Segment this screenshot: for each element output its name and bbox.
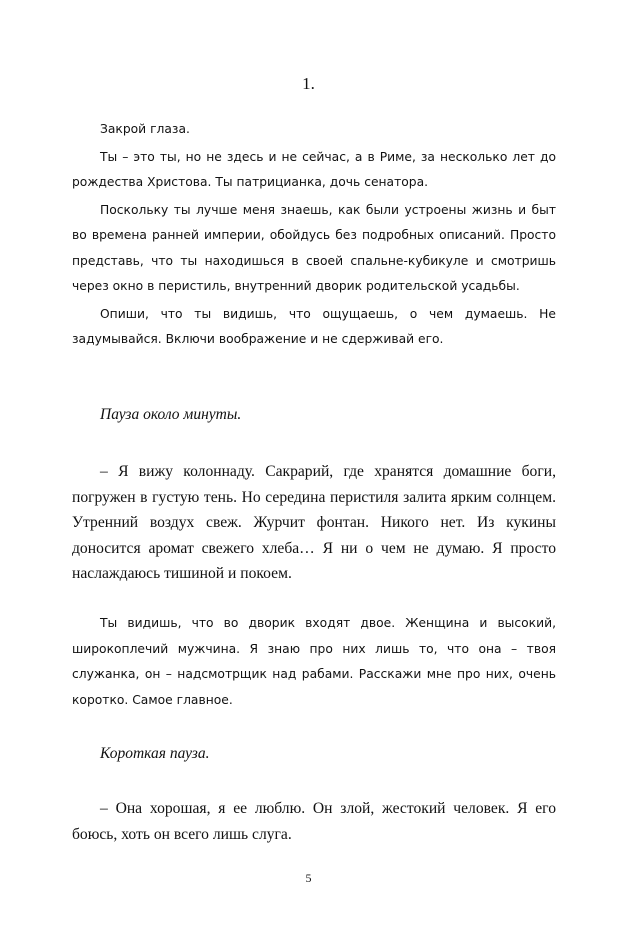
prompt-2-text	[72, 611, 556, 713]
intro-paragraph-3: Поскольку ты лучше меня знаешь, как были устроены жизнь и быт во времена ранней империи, обойдусь без подробных описаний. Просто представь, что ты находишься в своей спальне-кубикуле и смотришь через окно в перистиль, внутренний дворик родительской усадьбы.	[72, 202, 556, 293]
answer-2: – Она хорошая, я ее люблю. Он злой, жестокий человек. Я его боюсь, хоть он всего лишь слуга.	[72, 800, 556, 843]
intro-paragraph-1: Закрой глаза.	[100, 122, 190, 136]
chapter-number: 1.	[302, 74, 315, 93]
stage-direction-1: Пауза около минуты.	[100, 406, 242, 423]
intro-text	[72, 117, 556, 353]
intro-paragraph-2: Ты – это ты, но не здесь и не сейчас, а в Риме, за несколько лет до рождества Христова. Ты патрицианка, дочь сенатора.	[72, 149, 556, 189]
intro-paragraph-4: Опиши, что ты видишь, что ощущаешь, о чем думаешь. Не задумывайся. Включи воображение и не сдерживай его.	[72, 306, 556, 346]
stage-direction-2: Короткая пауза.	[100, 745, 210, 762]
prompt-2-paragraph: Ты видишь, что во дворик входят двое. Женщина и высокий, широкоплечий мужчина. Я знаю про них лишь то, что она – твоя служанка, он – надсмотрщик над рабами. Расскажи мне про них, очень коротко. Самое главное.	[72, 616, 556, 707]
answer-1: – Я вижу колоннаду. Сакрарий, где хранятся домашние боги, погружен в густую тень. Но середина перистиля залита ярким солнцем. Утренний воздух свеж. Журчит фонтан. Никого нет. Из кукины доносится аромат свежего хлеба… Я ни о чем не думаю. Я просто наслаждаюсь тишиной и покоем.	[72, 463, 556, 583]
page-number: 5	[305, 871, 312, 885]
